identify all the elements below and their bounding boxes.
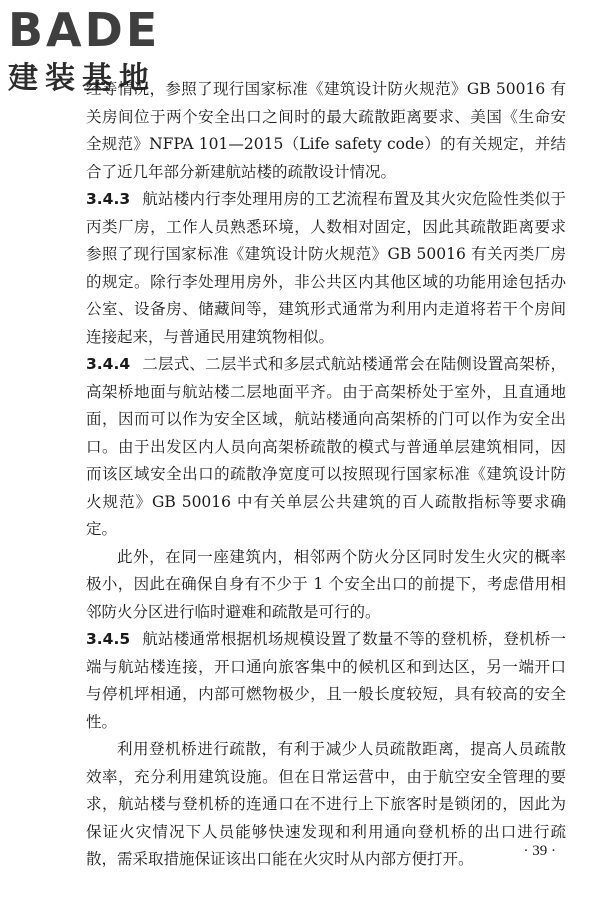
section-3-4-4 xyxy=(86,351,566,544)
document-body xyxy=(86,76,566,874)
paragraph-continuation xyxy=(86,76,566,186)
section-3-4-3 xyxy=(86,186,566,351)
section-3-4-5 xyxy=(86,626,566,736)
section-number: 3.4.4 xyxy=(86,355,131,373)
logo-text-cn: 建装基地 xyxy=(8,61,156,96)
section-number: 3.4.3 xyxy=(86,190,131,208)
paragraph-text: 此外，在同一座建筑内，相邻两个防火分区同时发生火灾的概率极小，因此在确保自身有不少于 1 个安全出口的前提下，考虑借用相邻防火分区进行临时避难和疏散是可行的。 xyxy=(86,547,566,621)
page-number: · 39 · xyxy=(523,843,556,859)
paragraph-text: 航站楼内行李处理用房的工艺流程布置及其火灾危险性类似于丙类厂房，工作人员熟悉环境，人数相对固定，因此其疏散距离要求参照了现行国家标准《建筑设计防火规范》GB 50016 有关丙类厂房的规定。除行李处理用房外，非公共区内其他区域的功能用途包括办公室、设备房、储藏间等，建筑形式通常为利用内走道将若干个房间连接起来，与普通民用建筑物相似。 xyxy=(86,190,566,346)
paragraph-additional xyxy=(86,544,566,627)
paragraph-text: 航站楼通常根据机场规模设置了数量不等的登机桥，登机桥一端与航站楼连接，开口通向旅客集中的候机区和到达区，另一端开口与停机坪相通，内部可燃物极少，且一般长度较短，具有较高的安全性。 xyxy=(86,630,566,731)
paragraph-text: 经等情况，参照了现行国家标准《建筑设计防火规范》GB 50016 有关房间位于两个安全出口之间时的最大疏散距离要求、美国《生命安全规范》NFPA 101—2015（Life safety code）的有关规定，并结合了近几年部分新建航站楼的疏散设计情况。 xyxy=(86,80,566,181)
paragraph-text: 利用登机桥进行疏散，有利于减少人员疏散距离，提高人员疏散效率，充分利用建筑设施。但在日常运营中，由于航空安全管理的要求，航站楼与登机桥的连通口在不进行上下旅客时是锁闭的，因此为保证火灾情况下人员能够快速发现和利用通向登机桥的出口进行疏散，需采取措施保证该出口能在火灾时从内部方便打开。 xyxy=(86,740,566,868)
logo-text-en: BADE xyxy=(8,3,161,57)
section-number: 3.4.5 xyxy=(86,630,131,648)
paragraph-text: 二层式、二层半式和多层式航站楼通常会在陆侧设置高架桥，高架桥地面与航站楼二层地面平齐。由于高架桥处于室外，且直通地面，因而可以作为安全区域，航站楼通向高架桥的门可以作为安全出口。由于出发区内人员向高架桥疏散的模式与普通单层建筑相同，因而该区域安全出口的疏散净宽度可以按照现行国家标准《建筑设计防火规范》GB 50016 中有关单层公共建筑的百人疏散指标等要求确定。 xyxy=(86,355,566,538)
paragraph-boarding-bridge xyxy=(86,736,566,874)
